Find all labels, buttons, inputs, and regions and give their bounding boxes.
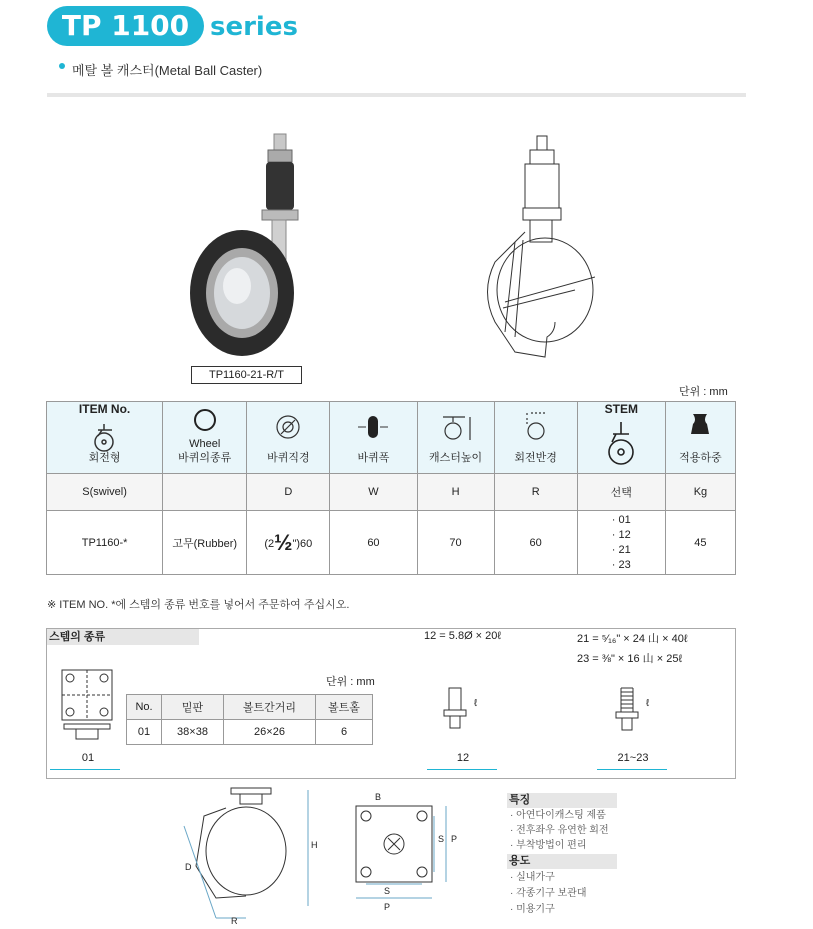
header-height [417, 402, 494, 474]
unit-label: 단위 : mm [679, 386, 728, 398]
stem-td: 38×38 [162, 720, 224, 745]
use-item: · 미용기구 [510, 904, 555, 915]
header-width-label: 바퀴폭 [357, 452, 390, 464]
sub-cell [163, 474, 247, 511]
load-weight-icon [689, 412, 711, 436]
stem-td: 01 [127, 720, 162, 745]
stem-12-ell: ℓ [474, 698, 478, 709]
dim-S-vertical: S [438, 834, 445, 844]
stem-table-header [127, 695, 373, 720]
header-wheel-label: 바퀴의종류 [178, 452, 232, 464]
header-divider [47, 93, 746, 97]
diameter-suffix: ")60 [292, 537, 313, 550]
header-item [47, 402, 163, 474]
use-item: · 실내가구 [510, 872, 555, 883]
series-badge: TP 1100 [47, 6, 204, 46]
stem-unit-label: 단위 : mm [326, 676, 375, 688]
stem-td: 26×26 [224, 720, 316, 745]
stem-spec-21: 21 = ⁵⁄₁₆" × 24 山 × 40ℓ [577, 633, 688, 645]
stem-td: 6 [316, 720, 373, 745]
header-load-label: 적용하중 [679, 452, 722, 464]
feature-item: · 아연다이캐스팅 제품 [510, 810, 606, 821]
order-note: ※ ITEM NO. *에 스템의 종류 번호를 넣어서 주문하여 주십시오. [47, 599, 350, 611]
dim-S-horizontal: S [384, 886, 391, 896]
stem-spec-23: 23 = ⅜" × 16 山 × 25ℓ [577, 653, 683, 665]
use-item: · 각종기구 보관대 [510, 888, 587, 899]
spec-header-row [47, 402, 736, 474]
sub-cell: Kg [665, 474, 735, 511]
load-capacity: 45 [665, 511, 735, 575]
dim-D: D [185, 862, 192, 872]
stem-caption-01: 01 [81, 752, 95, 764]
stem-th: 볼트간거리 [224, 695, 316, 720]
plate-dimension-drawing [350, 800, 460, 910]
sub-cell: S(swivel) [47, 474, 163, 511]
stem-th: No. [127, 695, 162, 720]
caster-height: 70 [417, 511, 494, 575]
dim-P-horizontal: P [384, 902, 391, 912]
dim-P-vertical: P [451, 834, 458, 844]
stem-th: 밑판 [162, 695, 224, 720]
wheel-width-icon [356, 414, 390, 440]
bullet-dot-icon [59, 63, 65, 69]
stem-option: · 01 [611, 513, 631, 526]
stem-th: 볼트홀 [316, 695, 373, 720]
feature-item: · 전후좌우 유연한 회전 [510, 825, 609, 836]
header-stem-title: STEM [604, 402, 638, 416]
side-dimension-drawing [176, 786, 326, 928]
stem-option: · 21 [611, 543, 631, 556]
plate-stem-drawing [60, 668, 116, 748]
series-label: series [210, 12, 298, 42]
pin-stem-drawing [440, 686, 470, 736]
sub-cell: R [494, 474, 577, 511]
stem-caster-icon [604, 420, 638, 468]
features-title: 특징 [507, 793, 617, 808]
spec-sub-row [47, 474, 736, 511]
dim-B: B [375, 792, 382, 802]
feature-item: · 부착방법이 편리 [510, 840, 587, 851]
sub-cell: W [330, 474, 417, 511]
item-number: TP1160-* [47, 511, 163, 575]
dim-H: H [311, 840, 318, 850]
header-stem [577, 402, 665, 474]
caption-underline [50, 769, 120, 770]
spec-value-row [47, 511, 736, 575]
stem-table-row [127, 720, 373, 745]
header-width [330, 402, 417, 474]
stem-21-ell: ℓ [646, 698, 650, 709]
stem-caption-21-23: 21~23 [617, 752, 649, 764]
stem-spec-12: 12 = 5.8Ø × 20ℓ [424, 630, 501, 642]
header-diameter-label: 바퀴직경 [267, 452, 310, 464]
header-item-title: ITEM No. [78, 402, 131, 416]
wheel-diameter [247, 511, 330, 575]
header-diameter [247, 402, 330, 474]
header-radius-label: 회전반경 [514, 452, 557, 464]
sub-cell: D [247, 474, 330, 511]
wheel-width: 60 [330, 511, 417, 575]
header-height-label: 캐스터높이 [428, 452, 483, 464]
threaded-stem-drawing [612, 686, 642, 738]
sub-cell: H [417, 474, 494, 511]
stem-options [577, 511, 665, 575]
header-wheel-top: Wheel [189, 438, 221, 450]
dim-R: R [231, 916, 238, 926]
diameter-prefix: (2 [264, 537, 275, 550]
turn-radius: 60 [494, 511, 577, 575]
wheel-circle-icon [193, 408, 217, 432]
header-item-label: 회전형 [88, 452, 121, 464]
caster-height-icon [439, 414, 473, 442]
turn-radius-icon [519, 410, 553, 442]
uses-title: 용도 [507, 854, 617, 869]
sub-cell: 선택 [577, 474, 665, 511]
header-load [665, 402, 735, 474]
stem-types-title: 스템의 종류 [47, 629, 199, 645]
diameter-fraction: ½ [274, 529, 293, 555]
wheel-diameter-icon [275, 414, 301, 440]
caster-line-drawing [485, 132, 595, 367]
product-subtitle: 메탈 볼 캐스터(Metal Ball Caster) [72, 63, 263, 78]
stem-table [126, 694, 373, 745]
caption-underline [427, 769, 497, 770]
stem-option: · 23 [611, 558, 631, 571]
header-radius [494, 402, 577, 474]
caster-photo [180, 128, 320, 363]
caption-underline [597, 769, 667, 770]
header-wheel [163, 402, 247, 474]
spec-table [46, 401, 736, 575]
stem-option: · 12 [611, 528, 631, 541]
stem-caption-12: 12 [456, 752, 470, 764]
wheel-type: 고무(Rubber) [163, 511, 247, 575]
model-label: TP1160-21-R/T [191, 366, 302, 384]
